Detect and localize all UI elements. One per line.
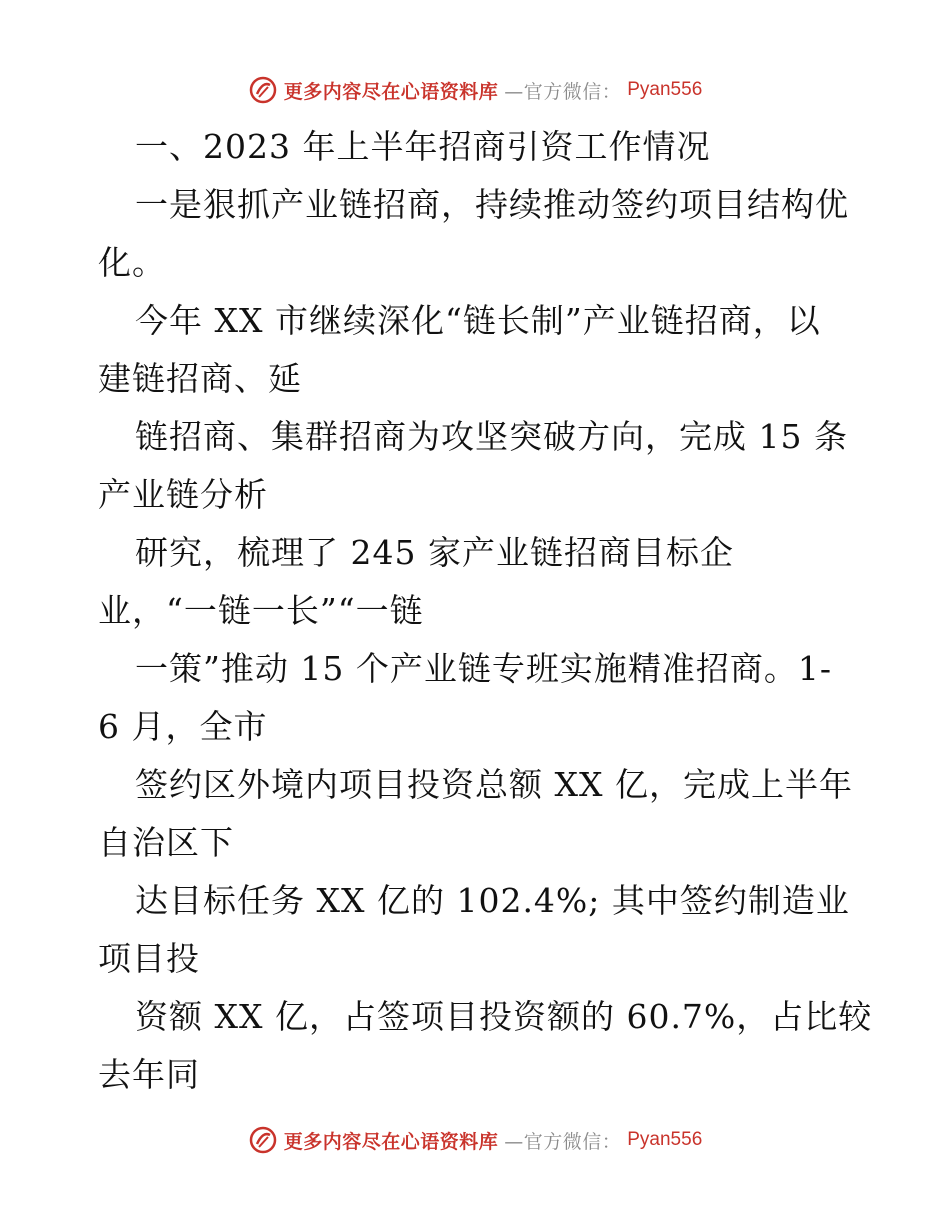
watermark-text: 更多内容尽在心语资料库	[283, 1130, 499, 1153]
paragraph-line: 化。	[98, 243, 166, 282]
paragraph-line: 一策”推动 15 个产业链专班实施精准招商。1-	[135, 649, 832, 688]
brand-logo-icon	[248, 1125, 278, 1155]
paragraph-line: 今年 XX 市继续深化“链长制”产业链招商，以	[135, 301, 821, 340]
brand-logo-icon	[248, 75, 278, 105]
watermark-wechat-id: Pyan556	[627, 79, 703, 100]
paragraph-line: 去年同	[98, 1055, 200, 1094]
paragraph-line: 6 月，全市	[98, 707, 268, 746]
paragraph-line: 研究，梳理了 245 家产业链招商目标企	[135, 533, 734, 572]
watermark-separator: —官方微信：	[504, 80, 622, 103]
paragraph-line: 产业链分析	[98, 475, 268, 514]
paragraph-line: 一是狠抓产业链招商，持续推动签约项目结构优	[135, 185, 849, 224]
paragraph-line: 达目标任务 XX 亿的 102.4%; 其中签约制造业	[135, 881, 850, 920]
watermark-wechat-id: Pyan556	[627, 1129, 703, 1150]
watermark-header	[0, 70, 950, 110]
paragraph-line: 自治区下	[98, 823, 234, 862]
paragraph-line: 项目投	[98, 939, 200, 978]
section-heading: 一、2023 年上半年招商引资工作情况	[135, 127, 711, 166]
paragraph-line: 资额 XX 亿，占签项目投资额的 60.7%，占比较	[135, 997, 873, 1036]
paragraph-line: 建链招商、延	[98, 359, 302, 398]
document-body	[98, 118, 873, 1104]
watermark-footer	[0, 1120, 950, 1160]
watermark-text: 更多内容尽在心语资料库	[283, 80, 499, 103]
paragraph-line: 链招商、集群招商为攻坚突破方向，完成 15 条	[135, 417, 848, 456]
watermark-separator: —官方微信：	[504, 1130, 622, 1153]
paragraph-line: 签约区外境内项目投资总额 XX 亿，完成上半年	[135, 765, 853, 804]
paragraph-line: 业，“一链一长”“一链	[98, 591, 424, 630]
